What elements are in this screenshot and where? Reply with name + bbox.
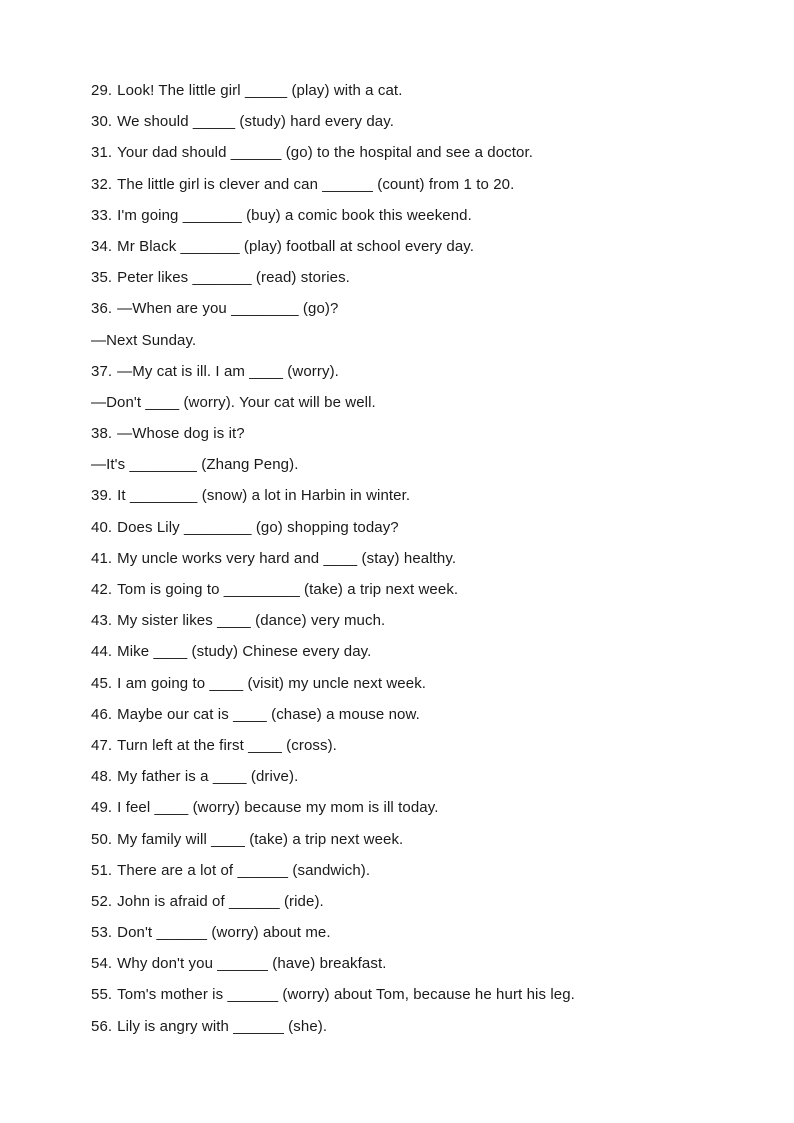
item-text: Mr Black _______ (play) football at school every day. [117,237,475,255]
item-number: 30. [91,113,113,131]
item-text: —Don't ____ (worry). Your cat will be well. [91,393,376,411]
exercise-line-37 [91,359,771,390]
exercise-line-29 [91,78,771,109]
item-number: 51. [91,861,113,879]
exercise-line-50 [91,827,771,858]
item-text: —Next Sunday. [91,331,197,349]
item-text: My sister likes ____ (dance) very much. [117,612,386,630]
item-text: Lily is angry with ______ (she). [117,1017,328,1035]
item-text: My family will ____ (take) a trip next week. [117,830,404,848]
item-number: 38. [91,425,113,443]
exercise-line-43 [91,608,771,639]
exercise-line-47 [91,733,771,764]
item-text: It ________ (snow) a lot in Harbin in winter. [117,487,411,505]
item-number: 46. [91,705,113,723]
item-number: 33. [91,206,113,224]
item-number: 41. [91,549,113,567]
exercise-line-37-answer [91,390,771,421]
item-text: We should _____ (study) hard every day. [117,113,394,131]
item-number: 44. [91,643,113,661]
item-text: Your dad should ______ (go) to the hospital and see a doctor. [117,144,534,162]
item-number: 45. [91,674,113,692]
exercise-line-34 [91,234,771,265]
item-text: I am going to ____ (visit) my uncle next week. [117,674,427,692]
exercise-line-36-answer [91,328,771,359]
item-text: —It's ________ (Zhang Peng). [91,456,299,474]
exercise-line-39 [91,483,771,514]
exercise-line-31 [91,140,771,171]
item-number: 31. [91,144,113,162]
exercise-line-53 [91,920,771,951]
exercise-line-45 [91,671,771,702]
item-text: —When are you ________ (go)? [117,300,339,318]
item-text: The little girl is clever and can ______ (count) from 1 to 20. [117,175,515,193]
item-number: 34. [91,237,113,255]
item-text: Why don't you ______ (have) breakfast. [117,955,387,973]
item-number: 55. [91,986,113,1004]
exercise-line-54 [91,951,771,982]
item-number: 36. [91,300,113,318]
exercise-line-35 [91,265,771,296]
exercise-line-42 [91,577,771,608]
item-text: There are a lot of ______ (sandwich). [117,861,371,879]
item-number: 53. [91,924,113,942]
exercise-line-40 [91,515,771,546]
item-number: 42. [91,581,113,598]
item-number: 37. [91,362,113,380]
item-text: Mike ____ (study) Chinese every day. [117,643,372,661]
item-text: Turn left at the first ____ (cross). [117,736,337,754]
item-text: My uncle works very hard and ____ (stay) healthy. [117,549,457,567]
exercise-line-36 [91,296,771,327]
exercise-line-52 [91,889,771,920]
item-text: My father is a ____ (drive). [117,768,299,786]
item-text: I feel ____ (worry) because my mom is ill today. [117,799,439,817]
exercise-line-30 [91,109,771,140]
item-text: Peter likes _______ (read) stories. [117,269,350,287]
exercise-line-46 [91,702,771,733]
item-text: —My cat is ill. I am ____ (worry). [117,362,339,380]
item-number: 50. [91,830,113,848]
exercise-line-49 [91,795,771,826]
exercise-line-33 [91,203,771,234]
exercise-line-55 [91,982,771,1013]
item-text: Look! The little girl _____ (play) with a cat. [117,82,403,99]
item-number: 54. [91,955,113,973]
item-text: Tom's mother is ______ (worry) about Tom, because he hurt his leg. [117,986,575,1004]
item-number: 49. [91,799,113,817]
item-number: 47. [91,736,113,754]
exercise-line-56 [91,1014,771,1045]
item-number: 43. [91,612,113,630]
exercise-line-38 [91,421,771,452]
item-text: John is afraid of ______ (ride). [117,892,324,910]
item-number: 52. [91,892,113,910]
item-number: 48. [91,768,113,786]
item-number: 56. [91,1017,113,1035]
item-number: 29. [91,82,113,99]
item-number: 35. [91,269,113,287]
exercise-line-44 [91,639,771,670]
item-text: Maybe our cat is ____ (chase) a mouse now. [117,705,420,723]
exercise-line-48 [91,764,771,795]
item-text: I'm going _______ (buy) a comic book this weekend. [117,206,472,224]
item-text: Tom is going to _________ (take) a trip next week. [117,581,459,598]
worksheet-page [91,78,771,1045]
item-number: 39. [91,487,113,505]
item-number: 32. [91,175,113,193]
exercise-line-51 [91,858,771,889]
item-text: Does Lily ________ (go) shopping today? [117,518,399,536]
item-text: Don't ______ (worry) about me. [117,924,331,942]
item-number: 40. [91,518,113,536]
item-text: —Whose dog is it? [117,425,245,443]
exercise-line-41 [91,546,771,577]
exercise-line-32 [91,172,771,203]
exercise-line-38-answer [91,452,771,483]
